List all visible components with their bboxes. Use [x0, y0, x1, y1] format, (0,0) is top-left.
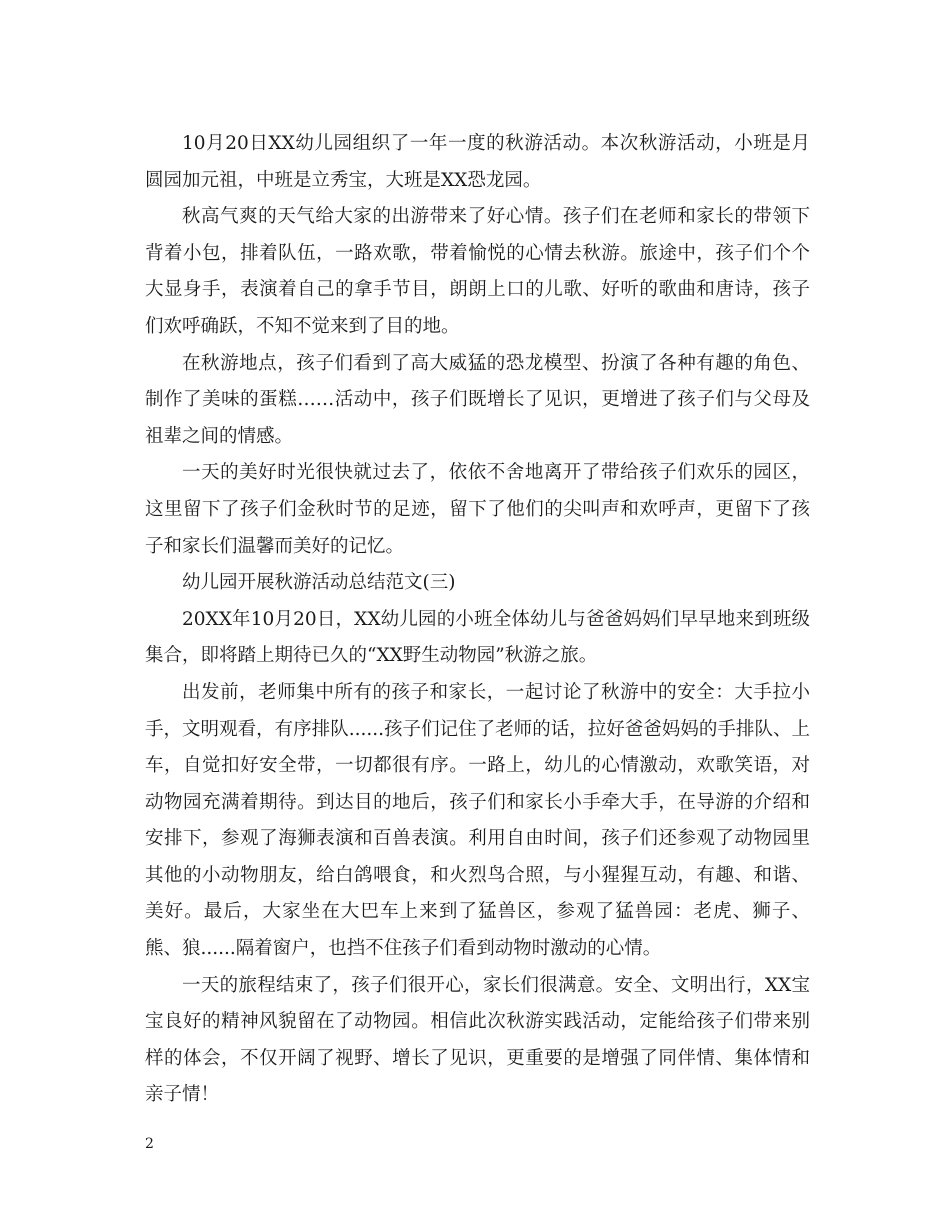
paragraph-activity-site: 在秋游地点，孩子们看到了高大威猛的恐龙模型、扮演了各种有趣的角色、制作了美味的蛋糕……活动中，孩子们既增长了见识，更增进了孩子们与父母及祖辈之间的情感。	[145, 352, 810, 447]
paragraph-zoo-visit: 出发前，老师集中所有的孩子和家长，一起讨论了秋游中的安全：大手拉小手，文明观看，有序排队......孩子们记住了老师的话，拉好爸爸妈妈的手排队、上车，自觉扣好安全带，一切都很有序。一路上，幼儿的心情激动，欢歌笑语，对动物园充满着期待。到达目的地后，孩子们和家长小手牵大手，在导游的介绍和安排下，参观了海狮表演和百兽表演。利用自由时间，孩子们还参观了动物园里其他的小动物朋友，给白鸽喂食，和火烈鸟合照，与小猩猩互动，有趣、和谐、美好。最后，大家坐在大巴车上来到了猛兽区，参观了猛兽园：老虎、狮子、熊、狼......隔着窗户，也挡不住孩子们看到动物时激动的心情。	[145, 681, 810, 960]
section-heading: 幼儿园开展秋游活动总结范文(三)	[182, 572, 456, 594]
paragraph-autumn-outing-intro: 10月20日XX幼儿园组织了一年一度的秋游活动。本次秋游活动，小班是月圆园加元祖，中班是立秀宝，大班是XX恐龙园。	[145, 133, 810, 191]
page-number: 2	[145, 1136, 154, 1152]
paragraph-zoo-conclusion: 一天的旅程结束了，孩子们很开心，家长们很满意。安全、文明出行，XX宝宝良好的精神风貌留在了动物园。相信此次秋游实践活动，定能给孩子们带来别样的体会，不仅开阔了视野、增长了见识，更重要的是增强了同伴情、集体情和亲子情！	[145, 974, 810, 1106]
paragraph-day-end: 一天的美好时光很快就过去了，依依不舍地离开了带给孩子们欢乐的园区，这里留下了孩子们金秋时节的足迹，留下了他们的尖叫声和欢呼声，更留下了孩子和家长们温馨而美好的记忆。	[145, 462, 810, 557]
document-body	[145, 126, 810, 1114]
paragraph-zoo-intro: 20XX年10月20日，XX幼儿园的小班全体幼儿与爸爸妈妈们早早地来到班级集合，即将踏上期待已久的“XX野生动物园”秋游之旅。	[145, 608, 810, 667]
paragraph-journey: 秋高气爽的天气给大家的出游带来了好心情。孩子们在老师和家长的带领下背着小包，排着队伍，一路欢歌，带着愉悦的心情去秋游。旅途中，孩子们个个大显身手，表演着自己的拿手节目，朗朗上口的儿歌、好听的歌曲和唐诗，孩子们欢呼确跃，不知不觉来到了目的地。	[145, 206, 810, 337]
